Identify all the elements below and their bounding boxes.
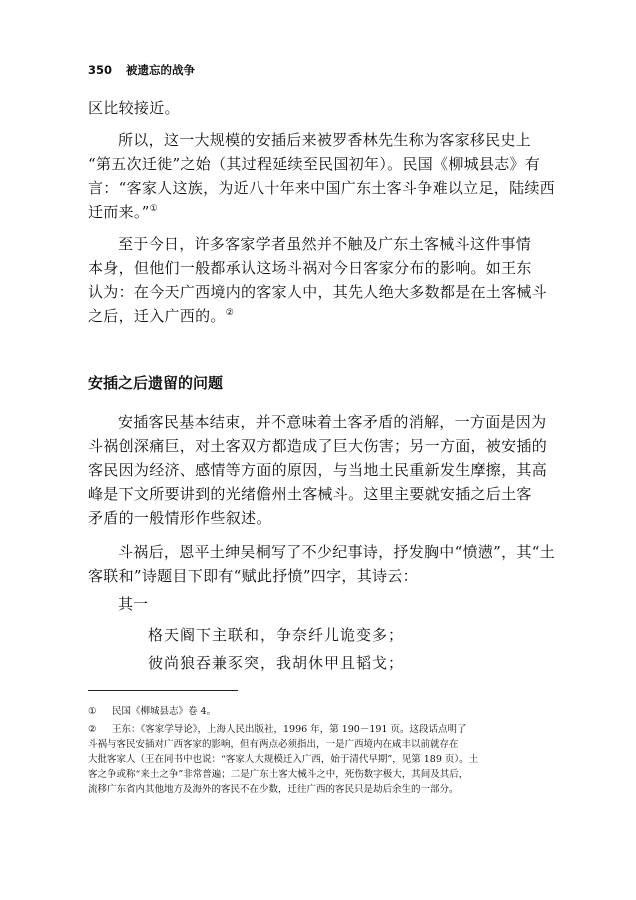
footnote-line: 流移广东省内其他地方及海外的客民不在少数，迁往广西的客民只是劫后余生的一部分。 [88,784,459,795]
text-fragment: 之后，迁入广西的。 [88,307,226,325]
text-line: 安插客民基本结束，并不意味着土客矛盾的消解，一方面是因为 [118,413,547,431]
poem-line: 彼尚狼吞兼豕突，我胡休甲且韬戈； [148,654,405,672]
footnote-mark: ① [88,706,97,717]
text-line: 客民因为经济、感情等方面的原因，与当地土民重新发生摩擦，其高 [88,461,548,479]
footnote-divider [88,690,238,691]
footnote-text: 民国《柳城县志》卷 4。 [112,706,217,717]
footnote-ref-1[interactable]: ① [149,204,159,214]
footnote-line [88,704,560,719]
text-line: 斗祸创深痛巨，对土客双方都造成了巨大伤害；另一方面，被安插的 [88,437,548,455]
text-line [88,200,558,224]
footnote-line: 斗祸与客民安插对广西客家的影响，但有两点必须指出，一是广西境内在咸丰以前就存在 [88,739,459,750]
text-line: “第五次迁徙”之始（其过程延续至民国初年）。民国《柳城县志》有 [88,155,541,173]
paragraph-4 [88,410,558,530]
text-line: 至于今日，许多客家学者虽然并不触及广东土客械斗这件事情 [118,235,532,253]
text-line: 本身，但他们一般都承认这场斗祸对今日客家分布的影响。如王东 [88,259,532,277]
text-line: 斗祸后，恩平土绅吴桐写了不少纪事诗，抒发胸中“愤懑”，其“土 [118,543,556,561]
paragraph-5 [88,540,558,588]
footnote-1 [88,704,560,719]
text-line: 客联和”诗题目下即有“赋此抒愤”四字，其诗云： [88,567,418,585]
footnote-ref-2[interactable]: ② [225,308,235,318]
text-line: 所以，这一大规模的安插后来被罗香林先生称为客家移民史上 [118,131,532,149]
paragraph-1 [88,96,558,120]
footnote-line: 客之争或称“来土之争”非常普遍；二是广东土客大械斗之中，死伤数字极大，其间及其后， [88,769,469,780]
text-line: 言：“客家人这族，为近八十年来中国广东土客斗争难以立足，陆续西 [88,179,555,197]
text-line: 区比较接近。 [88,99,180,117]
running-header [88,62,195,78]
book-title: 被遗忘的战争 [126,63,196,77]
poem-line: 格天阍下主联和，争奈纤儿诡变多； [148,626,405,644]
footnote-line [88,722,560,737]
poem-heading: 其一 [118,595,149,613]
footnote-line: 大批客家人（王在同书中也说：“客家人大规模迁入广西，始于清代早期”，见第 189 页）。土 [88,754,479,765]
footnote-2 [88,722,560,797]
footnote-mark: ② [88,724,97,735]
text-line: 认为：在今天广西境内的客家人中，其先人绝大多数都是在土客械斗 [88,283,548,301]
paragraph-2 [88,128,558,224]
text-fragment: 迁而来。” [88,203,150,221]
text-line: 矛盾的一般情形作些叙述。 [88,509,272,527]
section-heading: 安插之后遗留的问题 [88,374,224,392]
paragraph-3 [88,232,558,328]
text-line [88,304,558,328]
text-line: 峰是下文所要讲到的光绪儋州土客械斗。这里主要就安插之后土客 [88,485,532,503]
page-number: 350 [88,63,113,77]
footnote-text: 王东：《客家学导论》，上海人民出版社，1996 年，第 190－191 页。这段话点明了 [112,724,467,735]
